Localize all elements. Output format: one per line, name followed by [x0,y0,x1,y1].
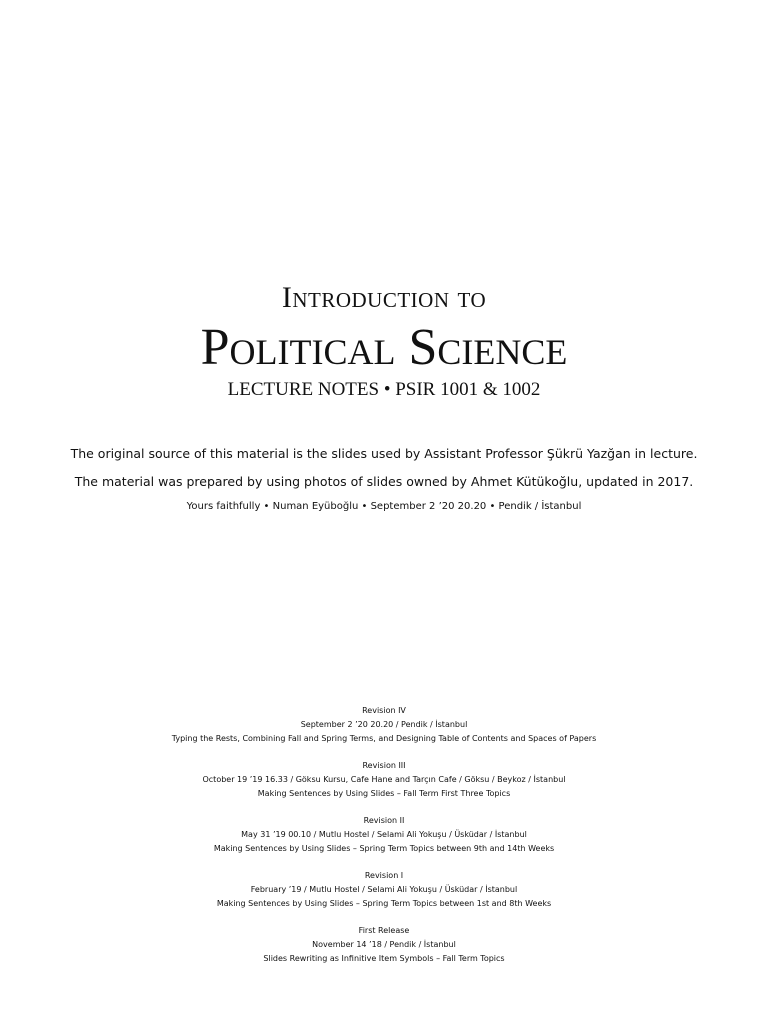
revision-history [0,704,768,979]
revision-description: Typing the Rests, Combining Fall and Spring Terms, and Designing Table of Contents and Spaces of Papers [171,734,597,743]
subtitle-lecture-notes: LECTURE NOTES • PSIR 1001 & 1002 [227,379,541,400]
revision-date: May 31 ’19 00.10 / Mutlu Hostel / Selami Ali Yokuşu / Üsküdar / İstanbul [241,830,527,839]
source-block [0,444,768,514]
revision-title: Revision I [364,871,404,880]
revision-title: Revision II [363,816,405,825]
source-line-1: The original source of this material is the slides used by Assistant Professor Şükrü Yazğan in lecture. [70,446,698,461]
signature-line: Yours faithfully • Numan Eyüboğlu • September 2 ’20 20.20 • Pendik / İstanbul [186,501,582,512]
revision-entry [0,924,768,966]
title-line-political-science: Political Science [200,319,568,376]
revision-entry [0,704,768,746]
revision-entry [0,759,768,801]
revision-description: Making Sentences by Using Slides – Spring Term Topics between 9th and 14th Weeks [213,844,555,853]
revision-entry [0,869,768,911]
revision-description: Making Sentences by Using Slides – Fall Term First Three Topics [257,789,511,798]
revision-date: September 2 ’20 20.20 / Pendik / İstanbul [300,720,468,729]
revision-description: Making Sentences by Using Slides – Spring Term Topics between 1st and 8th Weeks [216,899,552,908]
revision-date: October 19 ’19 16.33 / Göksu Kursu, Cafe Hane and Tarçın Cafe / Göksu / Beykoz / İstanbul [202,775,566,784]
revision-title: Revision III [362,761,406,770]
revision-title: First Release [358,926,410,935]
title-block [0,280,768,402]
source-line-2: The material was prepared by using photos of slides owned by Ahmet Kütükoğlu, updated in 2017. [74,474,694,489]
revision-title: Revision IV [362,706,406,715]
title-line-introduction: Introduction to [281,281,487,314]
revision-entry [0,814,768,856]
revision-date: February ’19 / Mutlu Hostel / Selami Ali Yokuşu / Üsküdar / İstanbul [250,885,518,894]
revision-description: Slides Rewriting as Infinitive Item Symbols – Fall Term Topics [263,954,505,963]
revision-date: November 14 ’18 / Pendik / İstanbul [312,940,456,949]
